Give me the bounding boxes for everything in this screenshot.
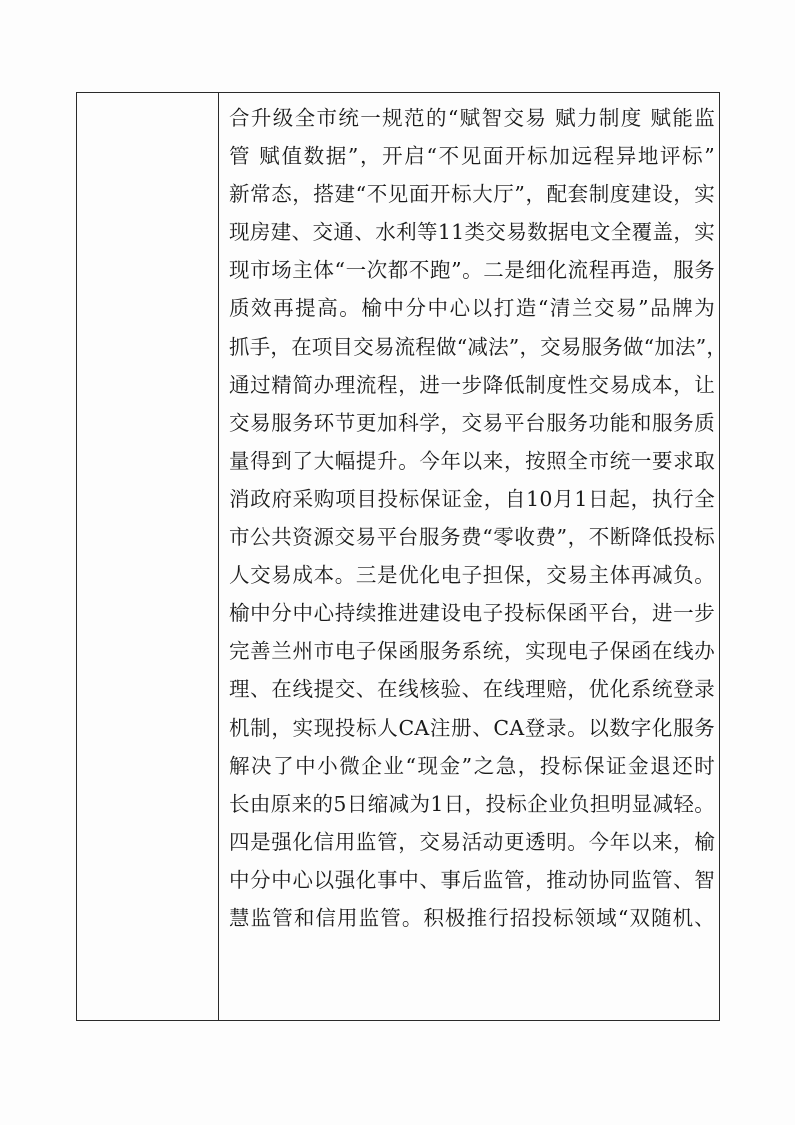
content-table	[76, 92, 728, 1021]
body-text-cell	[229, 99, 728, 937]
text-line: 市公共资源交易平台服务费“零收费”，不断降低投标	[229, 525, 715, 550]
text-line: 理、在线提交、在线核验、在线理赔，优化系统登录	[229, 677, 715, 702]
text-line: 合升级全市统一规范的“赋智交易 赋力制度 赋能监	[229, 106, 715, 130]
label-cell	[77, 93, 218, 1020]
text-line: 人交易成本。三是优化电子担保，交易主体再减负。	[229, 563, 715, 588]
text-line: 机制，实现投标人CA注册、CA登录。以数字化服务	[229, 715, 715, 740]
text-line: 四是强化信用监管，交易活动更透明。今年以来，榆	[229, 829, 715, 854]
text-line: 消政府采购项目投标保证金，自10月1日起，执行全	[229, 486, 715, 511]
text-line: 完善兰州市电子保函服务系统，实现电子保函在线办	[229, 639, 715, 664]
text-line: 现房建、交通、水利等11类交易数据电文全覆盖，实	[229, 220, 715, 245]
text-line: 量得到了大幅提升。今年以来，按照全市统一要求取	[229, 448, 715, 473]
text-line: 解决了中小微企业“现金”之急，投标保证金退还时	[229, 753, 715, 778]
text-line: 中分中心以强化事中、事后监管，推动协同监管、智	[229, 867, 715, 892]
text-line: 慧监管和信用监管。积极推行招投标领域“双随机、	[229, 905, 715, 930]
text-line: 管 赋值数据”，开启“不见面开标加远程异地评标”	[229, 144, 715, 169]
text-line: 通过精简办理流程，进一步降低制度性交易成本，让	[229, 372, 715, 397]
text-line: 抓手，在项目交易流程做“减法”，交易服务做“加法”，	[229, 334, 728, 359]
text-line: 榆中分中心持续推进建设电子投标保函平台，进一步	[229, 601, 715, 626]
text-line: 新常态，搭建“不见面开标大厅”，配套制度建设，实	[229, 182, 715, 207]
column-divider	[218, 93, 219, 1020]
text-line: 现市场主体“一次都不跑”。二是细化流程再造，服务	[229, 258, 715, 283]
text-line: 长由原来的5日缩减为1日，投标企业负担明显减轻。	[229, 791, 715, 816]
text-line: 交易服务环节更加科学，交易平台服务功能和服务质	[229, 410, 715, 435]
text-line: 质效再提高。榆中分中心以打造“清兰交易”品牌为	[229, 296, 715, 321]
